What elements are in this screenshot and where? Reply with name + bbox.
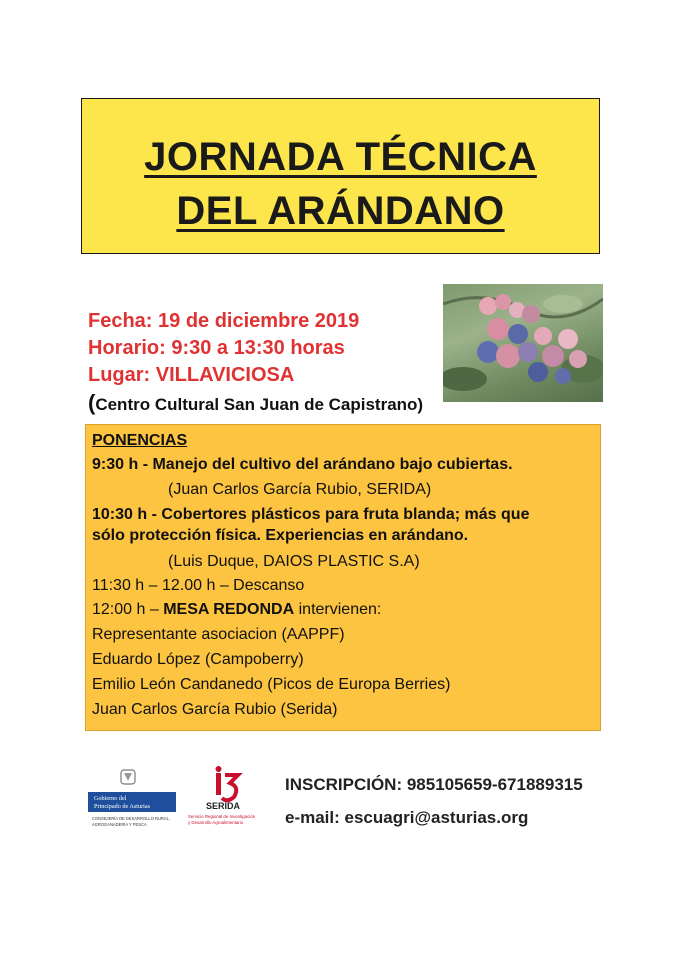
participant-2: Eduardo López (Campoberry) (92, 651, 304, 668)
gov-line-1: Gobierno del (94, 795, 127, 802)
roundtable-title: MESA REDONDA (163, 601, 295, 618)
contact-info (285, 768, 583, 834)
event-venue (88, 389, 423, 416)
email-line: e-mail: escuagri@asturias.org (285, 808, 529, 827)
program-box (85, 424, 601, 731)
talk-2-speaker: (Luis Duque, DAIOS PLASTIC S.A) (168, 553, 420, 570)
talk-2-title-2: sólo protección física. Experiencias en arándano. (92, 527, 469, 544)
title-line-1: JORNADA TÉCNICA (144, 135, 537, 179)
asturias-crest-icon (88, 766, 176, 832)
event-place: Lugar: VILLAVICIOSA (88, 364, 295, 386)
serida-sub-1: Servicio Regional de Investigación (188, 814, 256, 819)
break-line: 11:30 h – 12.00 h – Descanso (92, 577, 305, 594)
participant-3: Emilio León Candanedo (Picos de Europa Berries) (92, 676, 451, 693)
venue-paren: ( (88, 390, 96, 415)
serida-sub-2: y Desarrollo Agroalimentario (188, 820, 244, 825)
talk-1-title: Manejo del cultivo del arándano bajo cubiertas. (152, 456, 513, 473)
participant-4: Juan Carlos García Rubio (Serida) (92, 701, 338, 718)
roundtable-suffix: intervienen: (298, 601, 382, 618)
event-info (88, 308, 423, 416)
roundtable-line (92, 601, 381, 619)
talk-2 (92, 506, 529, 524)
title-banner (81, 98, 600, 254)
gov-line-3: CONSEJERÍA DE DESARROLLO RURAL, (92, 816, 171, 821)
asturias-logo (88, 766, 176, 832)
event-schedule: Horario: 9:30 a 13:30 horas (88, 337, 345, 359)
talk-1-speaker: (Juan Carlos García Rubio, SERIDA) (168, 481, 432, 498)
talk-2-time: 10:30 h - (92, 506, 157, 523)
participant-1: Representante asociacion (AAPPF) (92, 626, 345, 643)
gov-line-4: AGROGANADERÍA Y PESCA (92, 822, 147, 827)
registration-line: INSCRIPCIÓN: 985105659-671889315 (285, 775, 583, 794)
event-date: Fecha: 19 de diciembre 2019 (88, 310, 360, 332)
talk-2-title-1: Cobertores plásticos para fruta blanda; más que (161, 506, 530, 523)
talk-1-time: 9:30 h - (92, 456, 149, 473)
serida-logo (180, 765, 268, 835)
program-heading: PONENCIAS (92, 432, 188, 449)
gov-line-2: Principado de Asturias (94, 803, 151, 810)
venue-text: Centro Cultural San Juan de Capistrano) (95, 395, 424, 414)
roundtable-time: 12:00 h – (92, 601, 159, 618)
blueberries-photo-icon (443, 284, 603, 402)
talk-1 (92, 456, 513, 474)
serida-name: SERIDA (206, 801, 241, 811)
serida-logo-icon (180, 765, 268, 835)
title-line-2: DEL ARÁNDANO (176, 189, 505, 233)
